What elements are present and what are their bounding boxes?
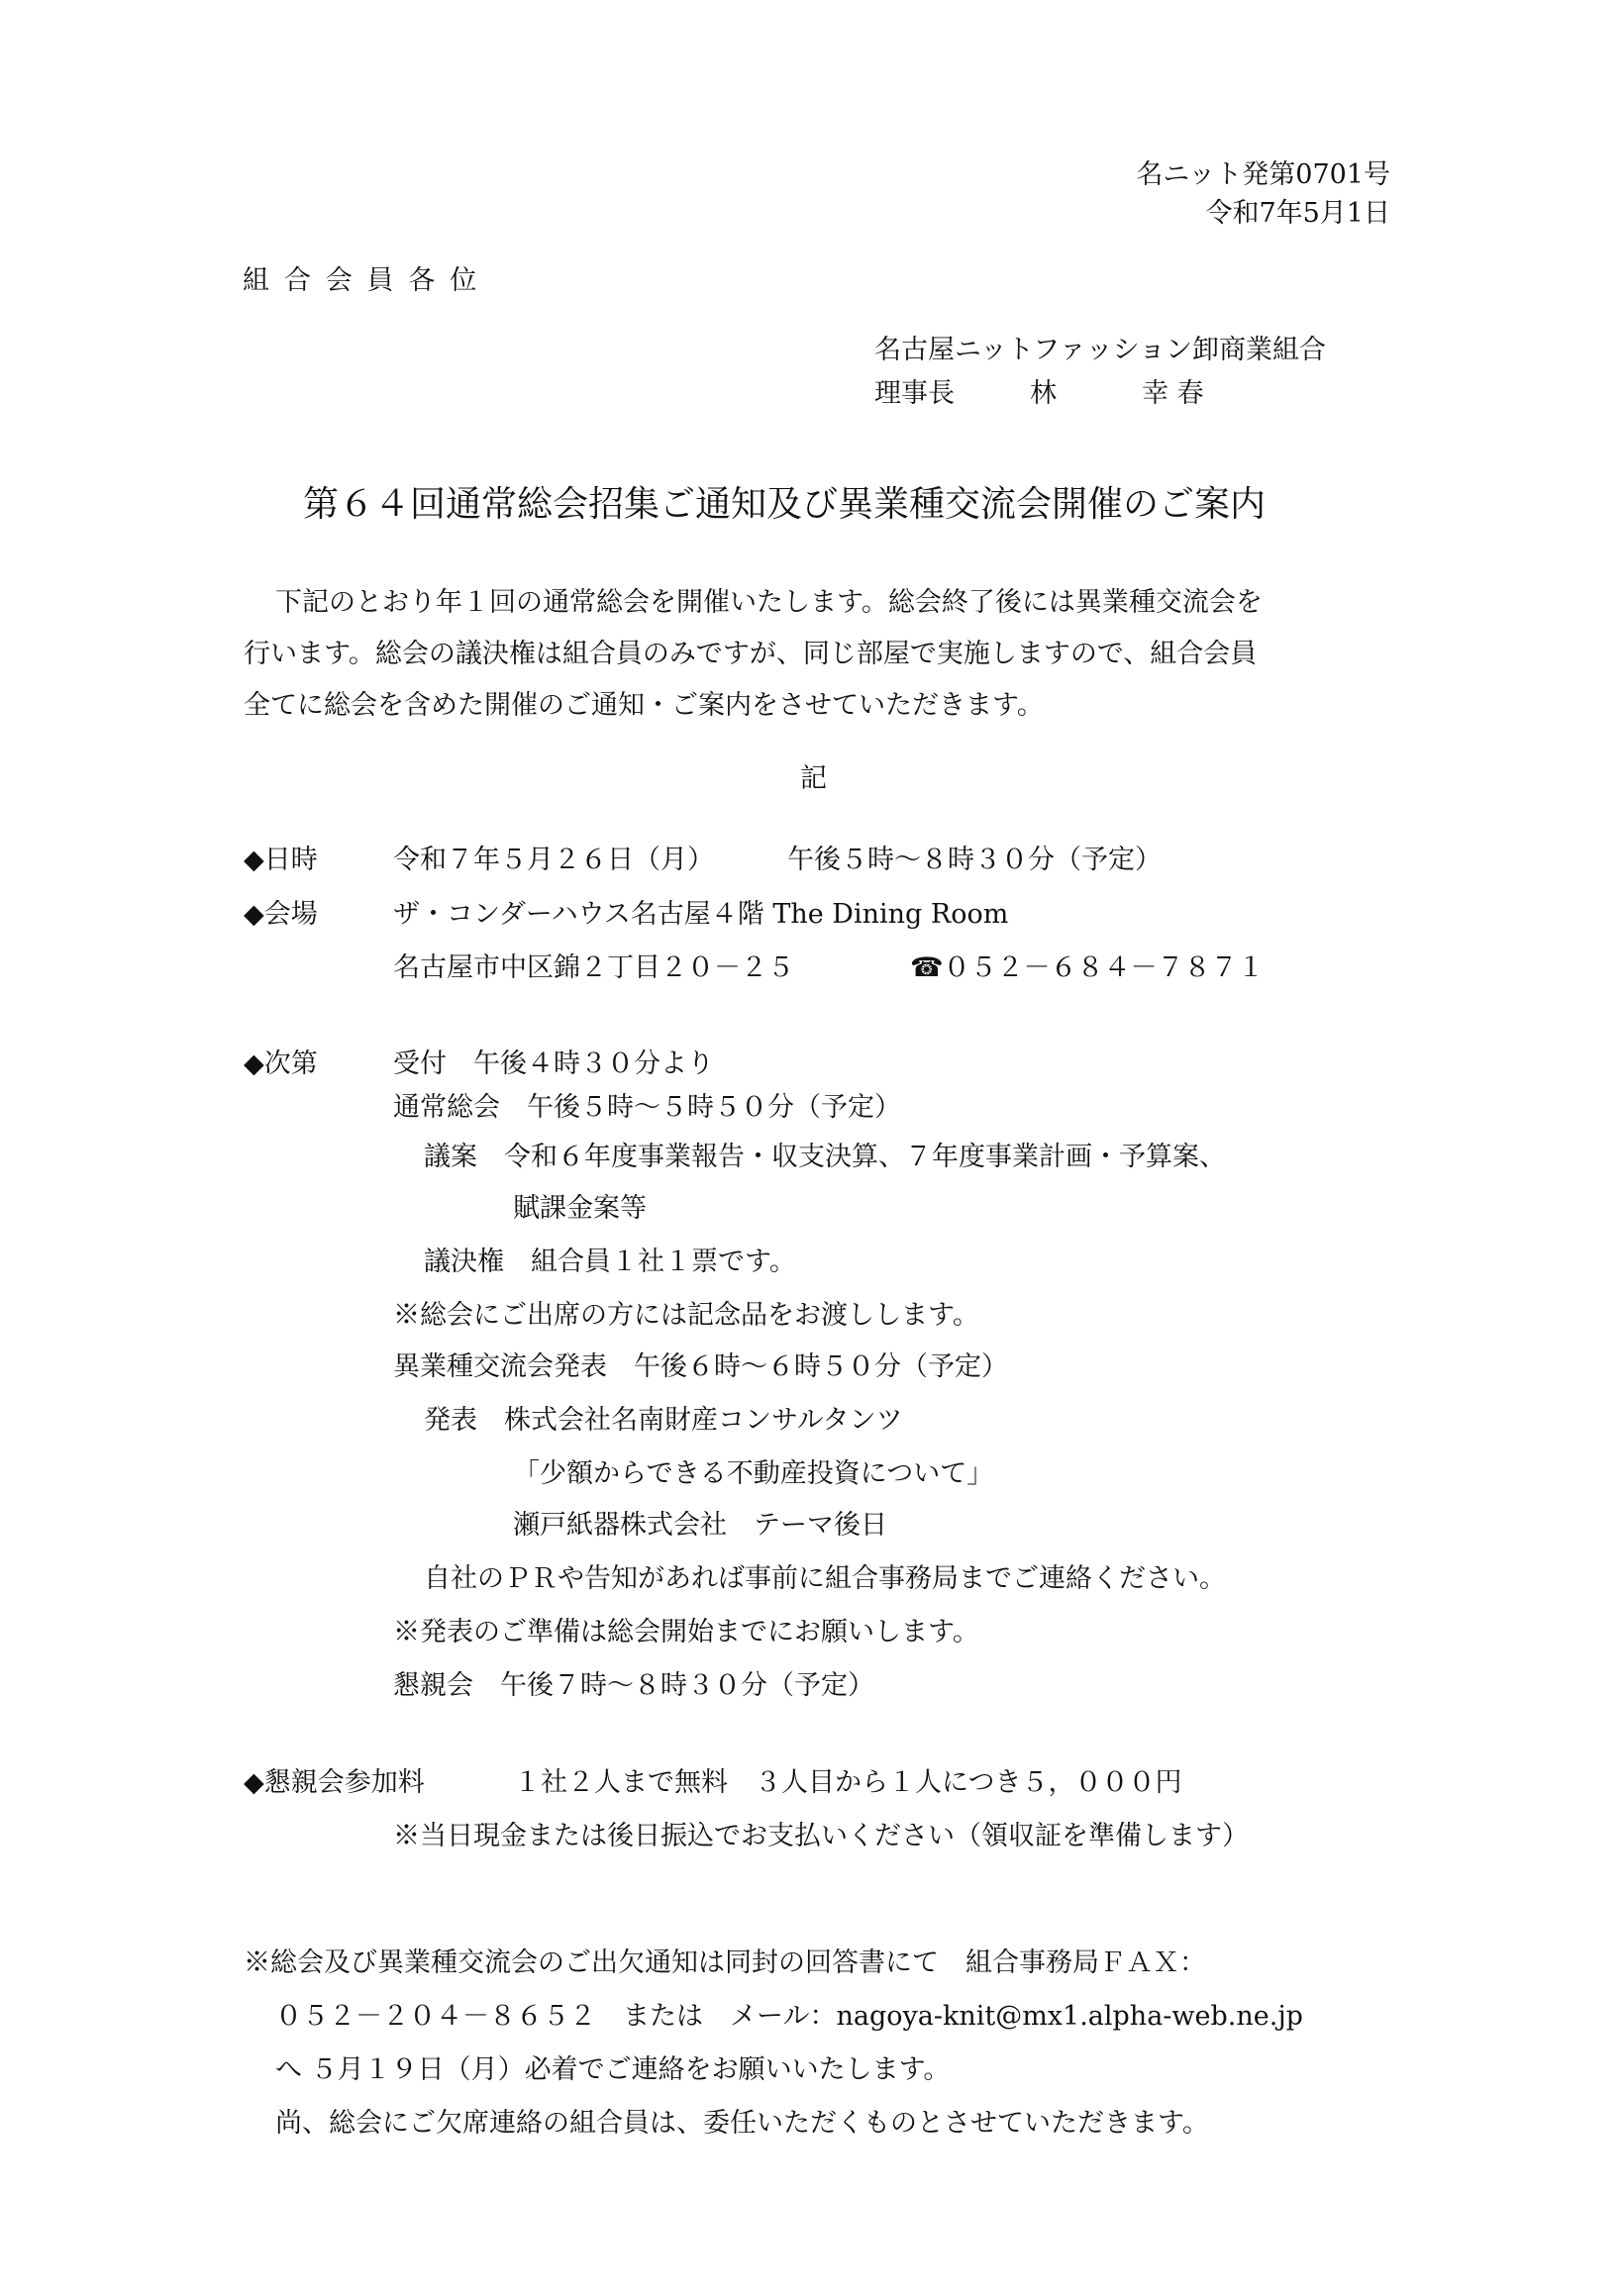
venue-address: 名古屋市中区錦２丁目２０－２５ bbox=[393, 952, 794, 983]
footer-line: ０５２－２０４－８６５２ または メール：nagoya-knit@mx1.alpha-web.ne.jp bbox=[275, 2001, 1303, 2032]
schedule-line: 「少額からできる不動産投資について」 bbox=[513, 1458, 994, 1489]
issue-date: 令和7年5月1日 bbox=[1205, 198, 1390, 229]
schedule-line: 賦課金案等 bbox=[513, 1193, 647, 1224]
intro-line: 下記のとおり年１回の通常総会を開催いたします。総会終了後には異業種交流会を bbox=[275, 587, 1263, 618]
venue-label: ◆会場 bbox=[244, 899, 318, 930]
intro-line: 行います。総会の議決権は組合員のみですが、同じ部屋で実施しますので、組合会員 bbox=[244, 639, 1258, 669]
sender-title: 理事長 bbox=[874, 378, 955, 409]
schedule-line: ※総会にご出席の方には記念品をお渡しします。 bbox=[393, 1300, 979, 1331]
datetime-label: ◆日時 bbox=[244, 845, 318, 875]
schedule-line: ※発表のご準備は総会開始までにお願いします。 bbox=[393, 1617, 979, 1647]
footer-line: ※総会及び異業種交流会のご出欠通知は同封の回答書にて 組合事務局ＦＡＸ： bbox=[244, 1947, 1206, 1978]
schedule-line: 発表 株式会社名南財産コンサルタンツ bbox=[424, 1405, 903, 1436]
venue-phone: ☎０５２－６８４－７８７１ bbox=[910, 952, 1265, 983]
schedule-line: 瀬戸紙器株式会社 テーマ後日 bbox=[513, 1510, 887, 1541]
schedule-line: 通常総会 午後５時～５時５０分（予定） bbox=[393, 1092, 901, 1123]
doc-number: 名ニット発第0701号 bbox=[1136, 159, 1390, 190]
datetime-time: 午後５時～８時３０分（予定） bbox=[787, 845, 1162, 875]
schedule-line: 議決権 組合員１社１票です。 bbox=[424, 1247, 796, 1277]
footer-line: 尚、総会にご欠席連絡の組合員は、委任いただくものとさせていただきます。 bbox=[275, 2108, 1209, 2139]
page-title: 第６４回通常総会招集ご通知及び異業種交流会開催のご案内 bbox=[303, 484, 1267, 525]
intro-line: 全てに総会を含めた開催のご通知・ご案内をさせていただきます。 bbox=[244, 690, 1044, 721]
schedule-line: 自社のＰＲや告知があれば事前に組合事務局までご連絡ください。 bbox=[424, 1563, 1226, 1594]
addressee: 組合会員各位 bbox=[243, 265, 492, 296]
schedule-line: 懇親会 午後７時～８時３０分（予定） bbox=[393, 1670, 874, 1701]
datetime-date: 令和７年５月２６日（月） bbox=[393, 845, 714, 875]
schedule-label: ◆次第 bbox=[244, 1048, 318, 1079]
venue-name: ザ・コンダーハウス名古屋４階 The Dining Room bbox=[393, 899, 1009, 930]
sender-org: 名古屋ニットファッション卸商業組合 bbox=[874, 335, 1327, 365]
fee-label: ◆懇親会参加料 bbox=[244, 1767, 425, 1798]
sender-given: 幸 春 bbox=[1142, 378, 1204, 409]
fee-note: ※当日現金または後日振込でお支払いください（領収証を準備します） bbox=[393, 1821, 1249, 1851]
schedule-line: 異業種交流会発表 午後６時～６時５０分（予定） bbox=[393, 1351, 1008, 1382]
footer-line: へ ５月１９日（月）必着でご連絡をお願いいたします。 bbox=[275, 2054, 951, 2085]
schedule-line: 議案 令和６年度事業報告・収支決算、７年度事業計画・予算案、 bbox=[424, 1142, 1226, 1172]
fee-text: １社２人まで無料 ３人目から１人につき５，０００円 bbox=[514, 1767, 1182, 1798]
sender-surname: 林 bbox=[1030, 378, 1057, 409]
ki-heading: 記 bbox=[800, 763, 827, 794]
schedule-line: 受付 午後４時３０分より bbox=[393, 1048, 714, 1079]
